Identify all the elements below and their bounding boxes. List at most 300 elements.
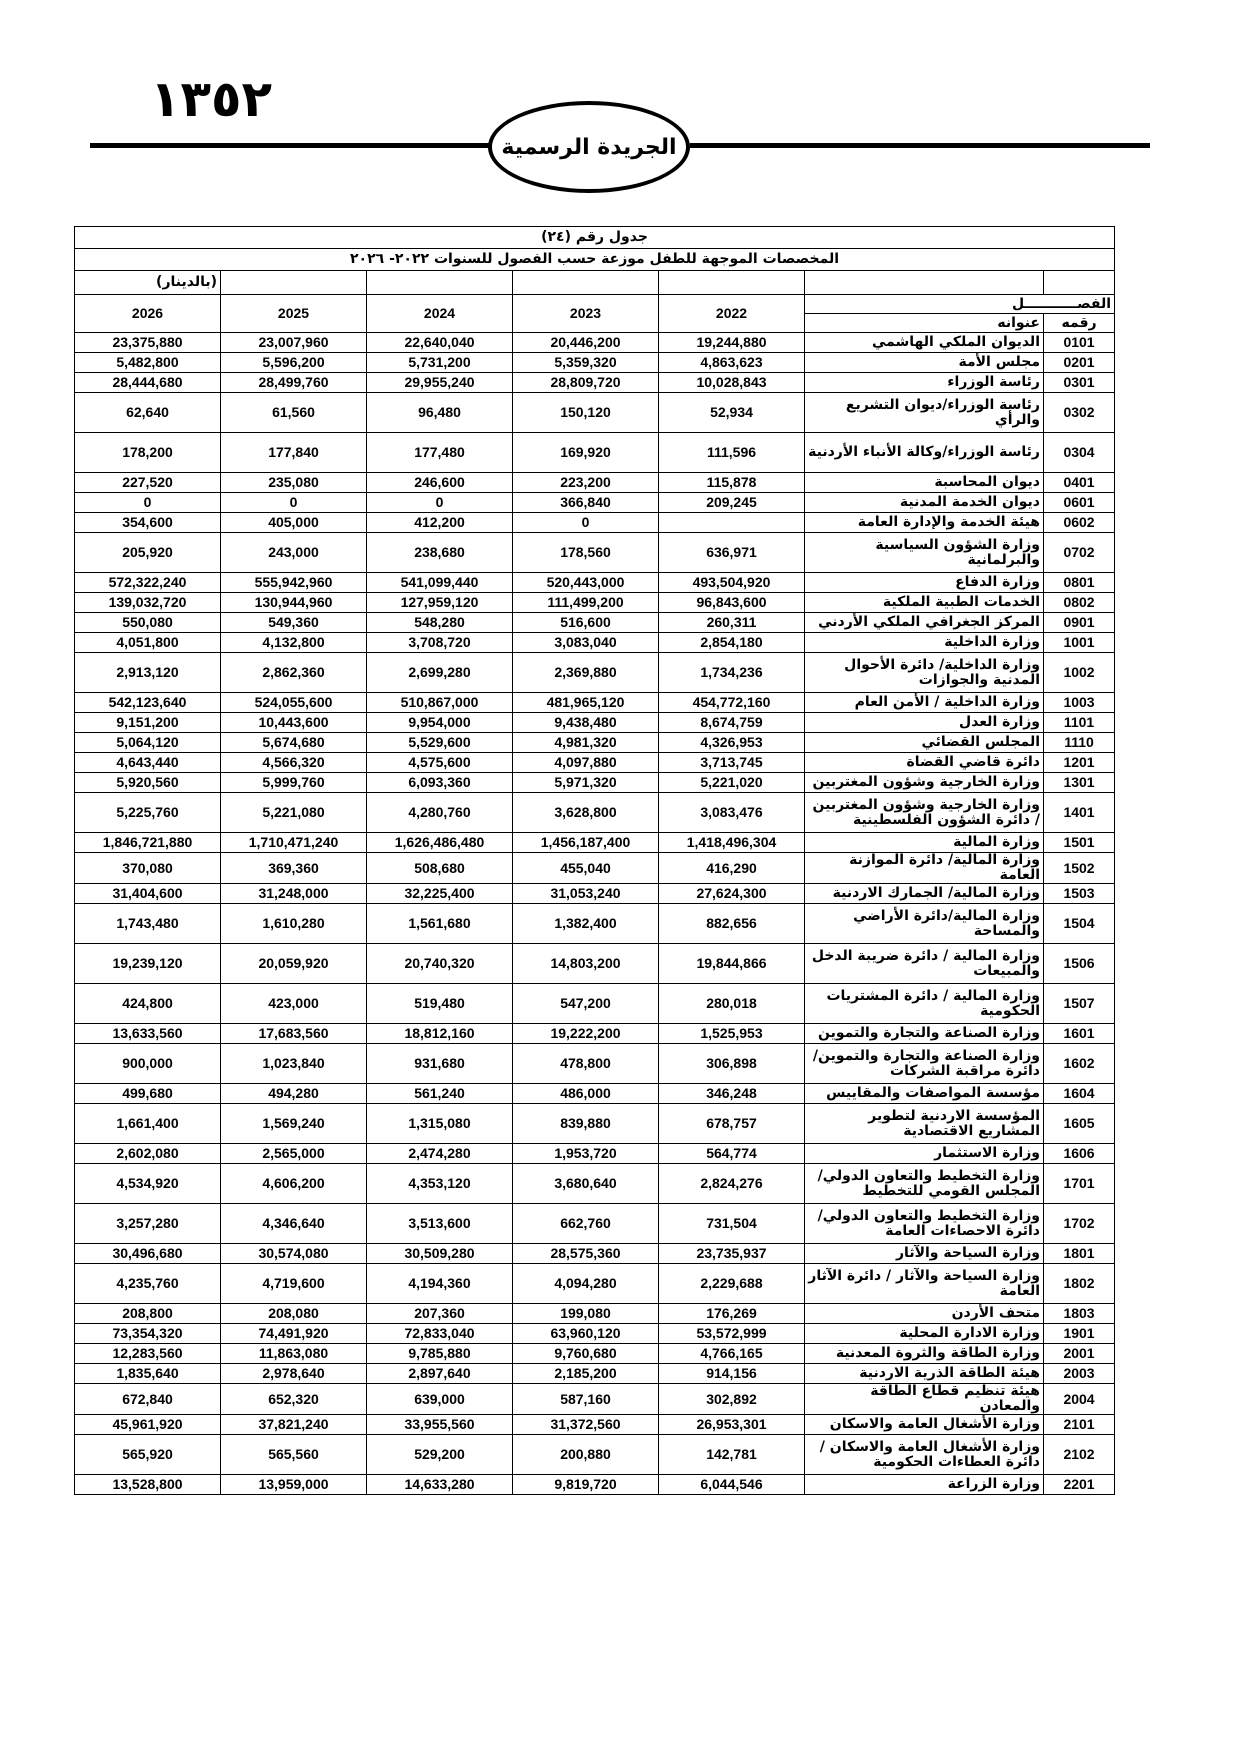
value-2022: 27,624,300 [659,884,805,904]
value-2022: 3,083,476 [659,793,805,833]
value-2023: 19,222,200 [513,1024,659,1044]
value-2024: 14,633,280 [367,1475,513,1495]
value-2022: 23,735,937 [659,1244,805,1264]
table-row [75,944,1115,984]
value-2026: 565,920 [75,1435,221,1475]
value-2026: 4,051,800 [75,633,221,653]
value-2026: 9,151,200 [75,713,221,733]
value-2025: 23,007,960 [221,333,367,353]
value-2024: 561,240 [367,1084,513,1104]
value-2023: 547,200 [513,984,659,1024]
value-2023: 4,097,880 [513,753,659,773]
table-row [75,1304,1115,1324]
value-2024: 3,708,720 [367,633,513,653]
gazette-title: الجريدة الرسمية [501,134,677,160]
chapter-code: 1002 [1044,653,1115,693]
value-2025: 2,565,000 [221,1144,367,1164]
value-2023: 28,809,720 [513,373,659,393]
value-2026: 45,961,920 [75,1415,221,1435]
value-2023: 486,000 [513,1084,659,1104]
value-2022: 111,596 [659,433,805,473]
value-2022: 731,504 [659,1204,805,1244]
chapter-code: 1110 [1044,733,1115,753]
chapter-name: وزارة الأشغال العامة والاسكان [805,1415,1044,1435]
value-2026: 23,375,880 [75,333,221,353]
value-2023: 200,880 [513,1435,659,1475]
value-2025: 5,999,760 [221,773,367,793]
table-title-row [75,227,1115,249]
value-2022: 4,863,623 [659,353,805,373]
value-2026: 370,080 [75,853,221,884]
chapter-name: وزارة الاستثمار [805,1144,1044,1164]
table-row [75,533,1115,573]
value-2025: 565,560 [221,1435,367,1475]
table-row [75,853,1115,884]
value-2026: 2,602,080 [75,1144,221,1164]
chapter-name: متحف الأردن [805,1304,1044,1324]
value-2022: 176,269 [659,1304,805,1324]
value-2025: 423,000 [221,984,367,1024]
chapter-name: رئاسة الوزراء/وكالة الأنباء الأردنية [805,433,1044,473]
chapter-name: وزارة الداخلية / الأمن العام [805,693,1044,713]
table-row [75,1204,1115,1244]
value-2025: 1,569,240 [221,1104,367,1144]
value-2024: 2,897,640 [367,1364,513,1384]
chapter-code: 1601 [1044,1024,1115,1044]
value-2025: 13,959,000 [221,1475,367,1495]
value-2025: 524,055,600 [221,693,367,713]
value-2024: 6,093,360 [367,773,513,793]
value-2023: 111,499,200 [513,593,659,613]
value-2022: 260,311 [659,613,805,633]
value-2026: 178,200 [75,433,221,473]
chapter-name: وزارة التخطيط والتعاون الدولي/ دائرة الاحصاءات العامة [805,1204,1044,1244]
value-2025: 2,862,360 [221,653,367,693]
chapter-name: وزارة السياحة والآثار / دائرة الآثار العامة [805,1264,1044,1304]
value-2023: 199,080 [513,1304,659,1324]
value-2023: 839,880 [513,1104,659,1144]
chapter-code: 1802 [1044,1264,1115,1304]
value-2025: 5,596,200 [221,353,367,373]
chapter-code: 2201 [1044,1475,1115,1495]
value-2025: 369,360 [221,853,367,884]
value-2026: 572,322,240 [75,573,221,593]
value-2022: 280,018 [659,984,805,1024]
value-2024: 20,740,320 [367,944,513,984]
value-2023: 2,185,200 [513,1364,659,1384]
chapter-code: 1506 [1044,944,1115,984]
value-2025: 37,821,240 [221,1415,367,1435]
chapter-name: الديوان الملكي الهاشمي [805,333,1044,353]
value-2023: 3,680,640 [513,1164,659,1204]
value-2023: 63,960,120 [513,1324,659,1344]
chapter-name: وزارة الطاقة والثروة المعدنية [805,1344,1044,1364]
table-row [75,1164,1115,1204]
table-row [75,693,1115,713]
value-2022: 5,221,020 [659,773,805,793]
table-row [75,773,1115,793]
value-2026: 139,032,720 [75,593,221,613]
value-2022: 1,418,496,304 [659,833,805,853]
value-2024: 548,280 [367,613,513,633]
value-2024: 0 [367,493,513,513]
chapter-code: 2001 [1044,1344,1115,1364]
table-row [75,1435,1115,1475]
table-row [75,393,1115,433]
chapter-code: 2102 [1044,1435,1115,1475]
value-2022: 302,892 [659,1384,805,1415]
table-row [75,1364,1115,1384]
value-2024: 541,099,440 [367,573,513,593]
value-2022: 1,734,236 [659,653,805,693]
value-2026: 4,643,440 [75,753,221,773]
value-2024: 9,785,880 [367,1344,513,1364]
value-2026: 354,600 [75,513,221,533]
chapter-name: دائرة قاضي القضاة [805,753,1044,773]
chapter-name: ديوان الخدمة المدنية [805,493,1044,513]
value-2025: 28,499,760 [221,373,367,393]
title-header: عنوانه [805,314,1044,333]
table-row [75,613,1115,633]
value-2022: 416,290 [659,853,805,884]
value-2026: 205,920 [75,533,221,573]
value-2022: 1,525,953 [659,1024,805,1044]
year-header: 2022 [659,295,805,333]
chapter-code: 0301 [1044,373,1115,393]
value-2026: 5,920,560 [75,773,221,793]
chapter-code: 0901 [1044,613,1115,633]
value-2022: 26,953,301 [659,1415,805,1435]
table-subtitle: المخصصات الموجهة للطفل موزعة حسب الفصول للسنوات ٢٠٢٢- ٢٠٢٦ [75,249,1115,271]
chapter-code: 1901 [1044,1324,1115,1344]
chapter-name: وزارة المالية / دائرة ضريبة الدخل والمبيعات [805,944,1044,984]
value-2023: 516,600 [513,613,659,633]
table-row [75,493,1115,513]
value-2026: 208,800 [75,1304,221,1324]
value-2026: 499,680 [75,1084,221,1104]
chapter-code: 1504 [1044,904,1115,944]
value-2022: 4,766,165 [659,1344,805,1364]
value-2024: 2,699,280 [367,653,513,693]
value-2023: 1,456,187,400 [513,833,659,853]
value-2022: 10,028,843 [659,373,805,393]
value-2025: 5,221,080 [221,793,367,833]
value-2025: 74,491,920 [221,1324,367,1344]
table-row [75,1384,1115,1415]
chapter-code: 1101 [1044,713,1115,733]
value-2025: 555,942,960 [221,573,367,593]
value-2023: 366,840 [513,493,659,513]
chapter-name: وزارة الداخلية/ دائرة الأحوال المدنية والجوازات [805,653,1044,693]
chapter-code: 0802 [1044,593,1115,613]
value-2025: 4,132,800 [221,633,367,653]
value-2024: 33,955,560 [367,1415,513,1435]
table-row [75,353,1115,373]
chapter-code: 1501 [1044,833,1115,853]
value-2024: 177,480 [367,433,513,473]
chapter-name: وزارة الصناعة والتجارة والتموين [805,1024,1044,1044]
value-2023: 9,819,720 [513,1475,659,1495]
chapter-name: وزارة الصناعة والتجارة والتموين/دائرة مراقبة الشركات [805,1044,1044,1084]
value-2024: 5,731,200 [367,353,513,373]
value-2022: 142,781 [659,1435,805,1475]
value-2022: 306,898 [659,1044,805,1084]
header-rule-right [690,143,1150,148]
value-2026: 5,482,800 [75,353,221,373]
table-row [75,1344,1115,1364]
value-2026: 1,743,480 [75,904,221,944]
table-row [75,1044,1115,1084]
value-2024: 4,194,360 [367,1264,513,1304]
value-2022: 2,229,688 [659,1264,805,1304]
chapter-code: 0702 [1044,533,1115,573]
value-2025: 494,280 [221,1084,367,1104]
chapter-name: الخدمات الطبية الملكية [805,593,1044,613]
chapter-code: 0304 [1044,433,1115,473]
value-2023: 178,560 [513,533,659,573]
value-2022: 678,757 [659,1104,805,1144]
value-2024: 639,000 [367,1384,513,1415]
value-2022: 3,713,745 [659,753,805,773]
value-2024: 412,200 [367,513,513,533]
chapter-code: 2101 [1044,1415,1115,1435]
value-2022: 19,244,880 [659,333,805,353]
table-row [75,884,1115,904]
chapter-name: مؤسسة المواصفات والمقاييس [805,1084,1044,1104]
chapter-name: ديوان المحاسبة [805,473,1044,493]
table-row [75,333,1115,353]
value-2024: 1,561,680 [367,904,513,944]
table-row [75,1244,1115,1264]
value-2022: 209,245 [659,493,805,513]
value-2025: 177,840 [221,433,367,473]
chapter-code: 2003 [1044,1364,1115,1384]
value-2022: 19,844,866 [659,944,805,984]
value-2024: 246,600 [367,473,513,493]
value-2022: 346,248 [659,1084,805,1104]
chapter-code: 1701 [1044,1164,1115,1204]
value-2023: 1,382,400 [513,904,659,944]
chapter-code: 0101 [1044,333,1115,353]
chapter-name: وزارة الخارجية وشؤون المغتربين / دائرة الشؤون الفلسطينية [805,793,1044,833]
value-2026: 12,283,560 [75,1344,221,1364]
chapter-code: 1502 [1044,853,1115,884]
chapter-name: وزارة الأشغال العامة والاسكان / دائرة العطاءات الحكومية [805,1435,1044,1475]
value-2023: 9,760,680 [513,1344,659,1364]
year-header: 2025 [221,295,367,333]
value-2024: 4,575,600 [367,753,513,773]
value-2024: 18,812,160 [367,1024,513,1044]
table-row [75,1144,1115,1164]
table-title: جدول رقم (٢٤) [75,227,1115,249]
value-2025: 4,719,600 [221,1264,367,1304]
table-row [75,984,1115,1024]
value-2022: 914,156 [659,1364,805,1384]
value-2026: 28,444,680 [75,373,221,393]
value-2024: 519,480 [367,984,513,1024]
value-2026: 19,239,120 [75,944,221,984]
value-2025: 0 [221,493,367,513]
value-2024: 3,513,600 [367,1204,513,1244]
table-row [75,733,1115,753]
chapter-code: 1503 [1044,884,1115,904]
chapter-name: المجلس القضائي [805,733,1044,753]
chapter-code: 0302 [1044,393,1115,433]
value-2022: 96,843,600 [659,593,805,613]
table-row [75,513,1115,533]
value-2024: 127,959,120 [367,593,513,613]
table-row [75,833,1115,853]
table-row [75,904,1115,944]
chapter-code: 0201 [1044,353,1115,373]
value-2026: 1,661,400 [75,1104,221,1144]
value-2025: 1,023,840 [221,1044,367,1084]
value-2022: 564,774 [659,1144,805,1164]
chapter-name: مجلس الأمة [805,353,1044,373]
chapter-name: المؤسسة الاردنية لتطوير المشاريع الاقتصادية [805,1104,1044,1144]
value-2025: 5,674,680 [221,733,367,753]
code-header: رقمه [1044,314,1115,333]
value-2023: 5,359,320 [513,353,659,373]
table-row [75,573,1115,593]
chapter-code: 0801 [1044,573,1115,593]
chapter-code: 1507 [1044,984,1115,1024]
value-2023: 4,981,320 [513,733,659,753]
value-2026: 13,633,560 [75,1024,221,1044]
value-2022 [659,513,805,533]
value-2025: 1,710,471,240 [221,833,367,853]
chapter-name: وزارة الدفاع [805,573,1044,593]
value-2025: 30,574,080 [221,1244,367,1264]
chapter-name: وزارة الشؤون السياسية والبرلمانية [805,533,1044,573]
chapter-code: 1803 [1044,1304,1115,1324]
value-2026: 73,354,320 [75,1324,221,1344]
page-number: ١٣٥٢ [150,70,273,128]
value-2024: 30,509,280 [367,1244,513,1264]
chapter-code: 1605 [1044,1104,1115,1144]
value-2026: 900,000 [75,1044,221,1084]
table-row [75,653,1115,693]
table-row [75,1415,1115,1435]
value-2025: 4,566,320 [221,753,367,773]
value-2026: 672,840 [75,1384,221,1415]
chapter-header: الفصـــــــــــل [805,295,1115,314]
value-2023: 520,443,000 [513,573,659,593]
value-2025: 549,360 [221,613,367,633]
allocations-table [74,226,1115,1495]
value-2026: 227,520 [75,473,221,493]
chapter-name: هيئة تنظيم قطاع الطاقة والمعادن [805,1384,1044,1415]
value-2023: 9,438,480 [513,713,659,733]
chapter-name: وزارة المالية/ دائرة الموازنة العامة [805,853,1044,884]
chapter-name: وزارة المالية [805,833,1044,853]
value-2022: 52,934 [659,393,805,433]
value-2025: 11,863,080 [221,1344,367,1364]
value-2023: 481,965,120 [513,693,659,713]
chapter-name: وزارة الداخلية [805,633,1044,653]
chapter-code: 1001 [1044,633,1115,653]
value-2023: 223,200 [513,473,659,493]
value-2025: 4,346,640 [221,1204,367,1244]
value-2023: 587,160 [513,1384,659,1415]
value-2022: 115,878 [659,473,805,493]
value-2024: 508,680 [367,853,513,884]
value-2023: 478,800 [513,1044,659,1084]
value-2025: 1,610,280 [221,904,367,944]
value-2025: 243,000 [221,533,367,573]
chapter-name: وزارة العدل [805,713,1044,733]
unit-row [75,271,1115,295]
value-2026: 4,235,760 [75,1264,221,1304]
value-2024: 931,680 [367,1044,513,1084]
table-row [75,1024,1115,1044]
chapter-name: رئاسة الوزراء/ديوان التشريع والرأي [805,393,1044,433]
chapter-name: وزارة الخارجية وشؤون المغتربين [805,773,1044,793]
value-2023: 5,971,320 [513,773,659,793]
chapter-name: وزارة التخطيط والتعاون الدولي/ المجلس القومي للتخطيط [805,1164,1044,1204]
value-2026: 2,913,120 [75,653,221,693]
value-2023: 169,920 [513,433,659,473]
value-2022: 4,326,953 [659,733,805,753]
chapter-name: وزارة المالية/ الجمارك الاردنية [805,884,1044,904]
chapter-code: 1604 [1044,1084,1115,1104]
value-2024: 2,474,280 [367,1144,513,1164]
table-row [75,1264,1115,1304]
value-2026: 1,835,640 [75,1364,221,1384]
value-2023: 20,446,200 [513,333,659,353]
value-2023: 3,083,040 [513,633,659,653]
value-2024: 529,200 [367,1435,513,1475]
chapter-code: 1401 [1044,793,1115,833]
value-2026: 424,800 [75,984,221,1024]
value-2024: 22,640,040 [367,333,513,353]
value-2022: 2,854,180 [659,633,805,653]
column-header-row [75,295,1115,314]
chapter-code: 0602 [1044,513,1115,533]
value-2024: 29,955,240 [367,373,513,393]
value-2025: 17,683,560 [221,1024,367,1044]
value-2024: 96,480 [367,393,513,433]
value-2026: 542,123,640 [75,693,221,713]
value-2023: 0 [513,513,659,533]
value-2023: 31,372,560 [513,1415,659,1435]
chapter-code: 1201 [1044,753,1115,773]
value-2024: 1,626,486,480 [367,833,513,853]
value-2026: 31,404,600 [75,884,221,904]
chapter-name: هيئة الطاقة الذرية الاردنية [805,1364,1044,1384]
table-row [75,433,1115,473]
value-2026: 5,064,120 [75,733,221,753]
table-subtitle-row [75,249,1115,271]
chapter-code: 2004 [1044,1384,1115,1415]
value-2022: 636,971 [659,533,805,573]
value-2022: 53,572,999 [659,1324,805,1344]
value-2023: 4,094,280 [513,1264,659,1304]
value-2026: 3,257,280 [75,1204,221,1244]
value-2023: 1,953,720 [513,1144,659,1164]
table-row [75,473,1115,493]
value-2026: 550,080 [75,613,221,633]
value-2023: 14,803,200 [513,944,659,984]
value-2022: 8,674,759 [659,713,805,733]
chapter-code: 1801 [1044,1244,1115,1264]
value-2024: 1,315,080 [367,1104,513,1144]
value-2025: 130,944,960 [221,593,367,613]
value-2023: 2,369,880 [513,653,659,693]
table-row [75,1104,1115,1144]
value-2024: 238,680 [367,533,513,573]
year-header: 2026 [75,295,221,333]
